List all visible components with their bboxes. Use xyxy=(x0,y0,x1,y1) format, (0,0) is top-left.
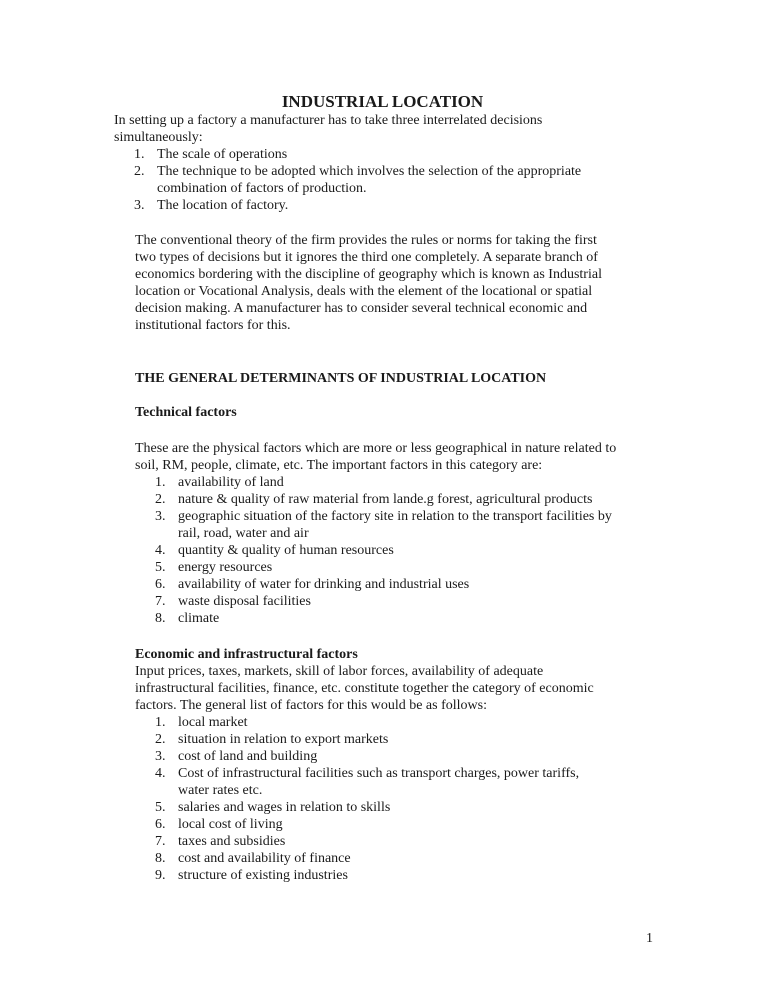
paragraph-line: Input prices, taxes, markets, skill of labor forces, availability of adequate xyxy=(135,664,544,679)
list-item xyxy=(135,850,675,867)
paragraph-line: factors. The general list of factors for this would be as follows: xyxy=(135,698,487,713)
list-item-text: availability of water for drinking and industrial uses xyxy=(178,577,470,592)
page-title: INDUSTRIAL LOCATION xyxy=(281,92,484,111)
list-number: 6. xyxy=(155,817,166,832)
list-item xyxy=(135,731,675,748)
list-number: 6. xyxy=(155,577,166,592)
list-item-text: rail, road, water and air xyxy=(178,526,309,541)
list-item xyxy=(135,576,675,593)
intro-line: In setting up a factory a manufacturer has to take three interrelated decisions xyxy=(114,113,543,128)
list-item-text: geographic situation of the factory site in relation to the transport facilities by xyxy=(178,509,612,524)
list-item-text: The scale of operations xyxy=(157,147,288,162)
list-item-text: situation in relation to export markets xyxy=(178,732,389,747)
list-number: 1. xyxy=(155,715,166,730)
list-item xyxy=(135,765,675,799)
list-item-text: local market xyxy=(178,715,248,730)
list-item xyxy=(114,197,634,214)
list-number: 1. xyxy=(155,475,166,490)
list-item-text: cost and availability of finance xyxy=(178,851,351,866)
paragraph-line: location or Vocational Analysis, deals with the element of the locational or spatial xyxy=(135,284,593,299)
technical-factors-section xyxy=(135,440,675,627)
paragraph-line: two types of decisions but it ignores the third one completely. A separate branch of xyxy=(135,250,598,265)
list-number: 8. xyxy=(155,851,166,866)
list-item-text: local cost of living xyxy=(178,817,283,832)
list-item xyxy=(135,508,675,542)
list-number: 5. xyxy=(155,800,166,815)
page-number: 1 xyxy=(646,931,653,946)
list-item-text: structure of existing industries xyxy=(178,868,348,883)
list-item xyxy=(135,816,675,833)
list-item-text: water rates etc. xyxy=(178,783,263,798)
list-item xyxy=(135,748,675,765)
list-item xyxy=(135,474,675,491)
list-number: 2. xyxy=(155,492,166,507)
economic-factors-heading: Economic and infrastructural factors xyxy=(135,647,358,662)
economic-factors-list xyxy=(135,714,675,884)
list-item-text: taxes and subsidies xyxy=(178,834,286,849)
list-item-text: combination of factors of production. xyxy=(157,181,367,196)
list-number: 7. xyxy=(155,594,166,609)
list-number: 4. xyxy=(155,766,166,781)
list-item xyxy=(135,714,675,731)
list-item-text: nature & quality of raw material from lande.g forest, agricultural products xyxy=(178,492,593,507)
list-number: 9. xyxy=(155,868,166,883)
paragraph-line: soil, RM, people, climate, etc. The important factors in this category are: xyxy=(135,458,543,473)
economic-factors-section xyxy=(135,663,675,884)
paragraph-line: infrastructural facilities, finance, etc. constitute together the category of economic xyxy=(135,681,594,696)
list-number: 4. xyxy=(155,543,166,558)
list-item xyxy=(135,867,675,884)
conventional-theory-paragraph xyxy=(135,232,655,334)
list-number: 3. xyxy=(134,198,145,213)
list-item-text: climate xyxy=(178,611,220,626)
list-item-text: cost of land and building xyxy=(178,749,318,764)
intro-section xyxy=(114,112,634,214)
list-number: 7. xyxy=(155,834,166,849)
list-item-text: quantity & quality of human resources xyxy=(178,543,394,558)
list-item-text: The technique to be adopted which involves the selection of the appropriate xyxy=(157,164,582,179)
list-item xyxy=(135,799,675,816)
list-item xyxy=(114,163,634,197)
technical-factors-heading: Technical factors xyxy=(135,405,237,420)
list-number: 3. xyxy=(155,749,166,764)
list-item xyxy=(135,833,675,850)
list-number: 5. xyxy=(155,560,166,575)
list-number: 2. xyxy=(155,732,166,747)
list-item xyxy=(135,491,675,508)
paragraph-line: These are the physical factors which are more or less geographical in nature related to xyxy=(135,441,617,456)
list-item xyxy=(135,593,675,610)
list-item-text: availability of land xyxy=(178,475,284,490)
list-item-text: waste disposal facilities xyxy=(178,594,311,609)
list-item-text: salaries and wages in relation to skills xyxy=(178,800,391,815)
list-item xyxy=(114,146,634,163)
list-number: 2. xyxy=(134,164,145,179)
list-item-text: energy resources xyxy=(178,560,273,575)
list-item xyxy=(135,542,675,559)
list-item-text: The location of factory. xyxy=(157,198,289,213)
paragraph-line: economics bordering with the discipline of geography which is known as Industrial xyxy=(135,267,602,282)
decisions-list xyxy=(114,146,634,214)
list-item xyxy=(135,559,675,576)
list-item-text: Cost of infrastructural facilities such as transport charges, power tariffs, xyxy=(178,766,580,781)
intro-line: simultaneously: xyxy=(114,130,203,145)
technical-factors-list xyxy=(135,474,675,627)
list-number: 3. xyxy=(155,509,166,524)
paragraph-line: institutional factors for this. xyxy=(135,318,291,333)
list-number: 8. xyxy=(155,611,166,626)
list-number: 1. xyxy=(134,147,145,162)
paragraph-line: decision making. A manufacturer has to consider several technical economic and xyxy=(135,301,588,316)
list-item xyxy=(135,610,675,627)
paragraph-line: The conventional theory of the firm provides the rules or norms for taking the first xyxy=(135,233,597,248)
section-heading: THE GENERAL DETERMINANTS OF INDUSTRIAL LOCATION xyxy=(135,371,547,386)
